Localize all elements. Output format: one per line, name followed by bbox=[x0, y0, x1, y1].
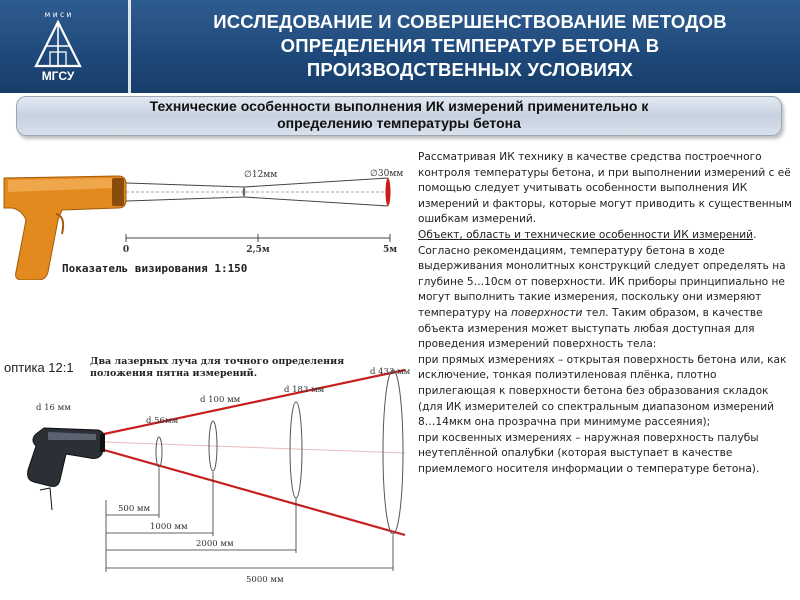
optics-label: оптика 12:1 bbox=[4, 360, 74, 375]
subtitle-line-2: определению температуры бетона bbox=[277, 115, 521, 131]
subtitle-text bbox=[17, 98, 781, 132]
diameter-label-1: d 56мм bbox=[146, 416, 179, 426]
diameter-label-3: d 183 мм bbox=[284, 385, 325, 395]
subtitle-banner bbox=[16, 96, 782, 136]
mgsu-logo bbox=[30, 6, 86, 86]
section-heading: Объект, область и технические особенности ИК измерений bbox=[418, 228, 754, 241]
title-line-1: ИССЛЕДОВАНИЕ И СОВЕРШЕНСТВОВАНИЕ МЕТОДОВ bbox=[213, 11, 727, 32]
diameter-label-2: d 100 мм bbox=[200, 395, 241, 405]
paragraph-3 bbox=[418, 244, 792, 353]
spot-size-label-1: ∅12мм bbox=[244, 170, 278, 180]
distance-label-1: 2,5м bbox=[246, 245, 270, 255]
header-divider bbox=[128, 0, 131, 93]
pyrometer-diagram-top bbox=[0, 150, 410, 280]
paragraph-3-start: Согласно рекомендациям, температуру бетона в ходе выдерживания монолитных конструкций следует определять на глубине 5…10см от поверхности. ИК приборы принципиально не могут выполнить такие измерения, поскольку они измеряют температуру на bbox=[418, 244, 786, 319]
paragraph-4: при прямых измерениях – открытая поверхность бетона или, как исключение, тонкая полиэтиленовая плёнка, плотно прилегающая к поверхности бетона без образования складок (для ИК измерителей со спектральным диапазоном измерений 8…14мкм она прозрачна при минимуме рассеяния); bbox=[418, 353, 787, 429]
section-heading-period: . bbox=[753, 228, 757, 241]
spot-size-label-2: ∅30мм bbox=[370, 169, 404, 179]
distance-label-2: 5м bbox=[382, 245, 398, 255]
paragraph-3-italic: поверхности bbox=[510, 306, 583, 319]
laser-note-line-2: положения пятна измерений. bbox=[90, 368, 258, 379]
diameter-label-0: d 16 мм bbox=[36, 403, 71, 413]
distance-label-1000: 1000 мм bbox=[150, 522, 188, 532]
diameter-label-4: d 433 мм bbox=[370, 367, 411, 377]
logo-text: МГСУ bbox=[41, 69, 75, 83]
laser-note-line-1: Два лазерных луча для точного определения bbox=[90, 356, 345, 367]
distance-label-0: 0 bbox=[122, 245, 130, 255]
title-line-2: ОПРЕДЕЛЕНИЯ ТЕМПЕРАТУР БЕТОНА В bbox=[280, 35, 660, 56]
header-band bbox=[0, 0, 800, 93]
paragraph-2 bbox=[418, 228, 792, 244]
subtitle-line-1: Технические особенности выполнения ИК измерений применительно к bbox=[149, 98, 649, 114]
logo-letters: м и с и bbox=[44, 10, 72, 19]
paragraph-5: при косвенных измерениях – наружная поверхность палубы неутеплённой опалубки (которая выступает в качестве приемлемого носителя информации о температуре бетона). bbox=[418, 431, 760, 475]
pyrometer-black-icon bbox=[28, 428, 105, 510]
title-line-3: ПРОИЗВОДСТВЕННЫХ УСЛОВИЯХ bbox=[306, 59, 634, 80]
sighting-ratio-caption: Показатель визирования 1:150 bbox=[62, 262, 248, 275]
body-text bbox=[418, 150, 792, 477]
distance-label-2000: 2000 мм bbox=[196, 539, 234, 549]
paragraph-3-end: тел. Таким образом, в качестве объекта измерения может выступать любая доступная для проведения измерений поверхность тела: bbox=[418, 306, 763, 351]
paragraph-1: Рассматривая ИК технику в качестве средства построечного контроля температуры бетона, и при выполнении измерений с её помощью следует учитывать особенности выполнения ИК измерений и факторы, которые могут приводить к существенным ошибкам измерений. bbox=[418, 151, 792, 226]
distance-label-5000: 5000 мм bbox=[246, 575, 284, 585]
distance-label-500: 500 мм bbox=[118, 504, 151, 514]
pyrometer-diagram-bottom bbox=[0, 350, 415, 600]
page-title bbox=[150, 10, 790, 82]
